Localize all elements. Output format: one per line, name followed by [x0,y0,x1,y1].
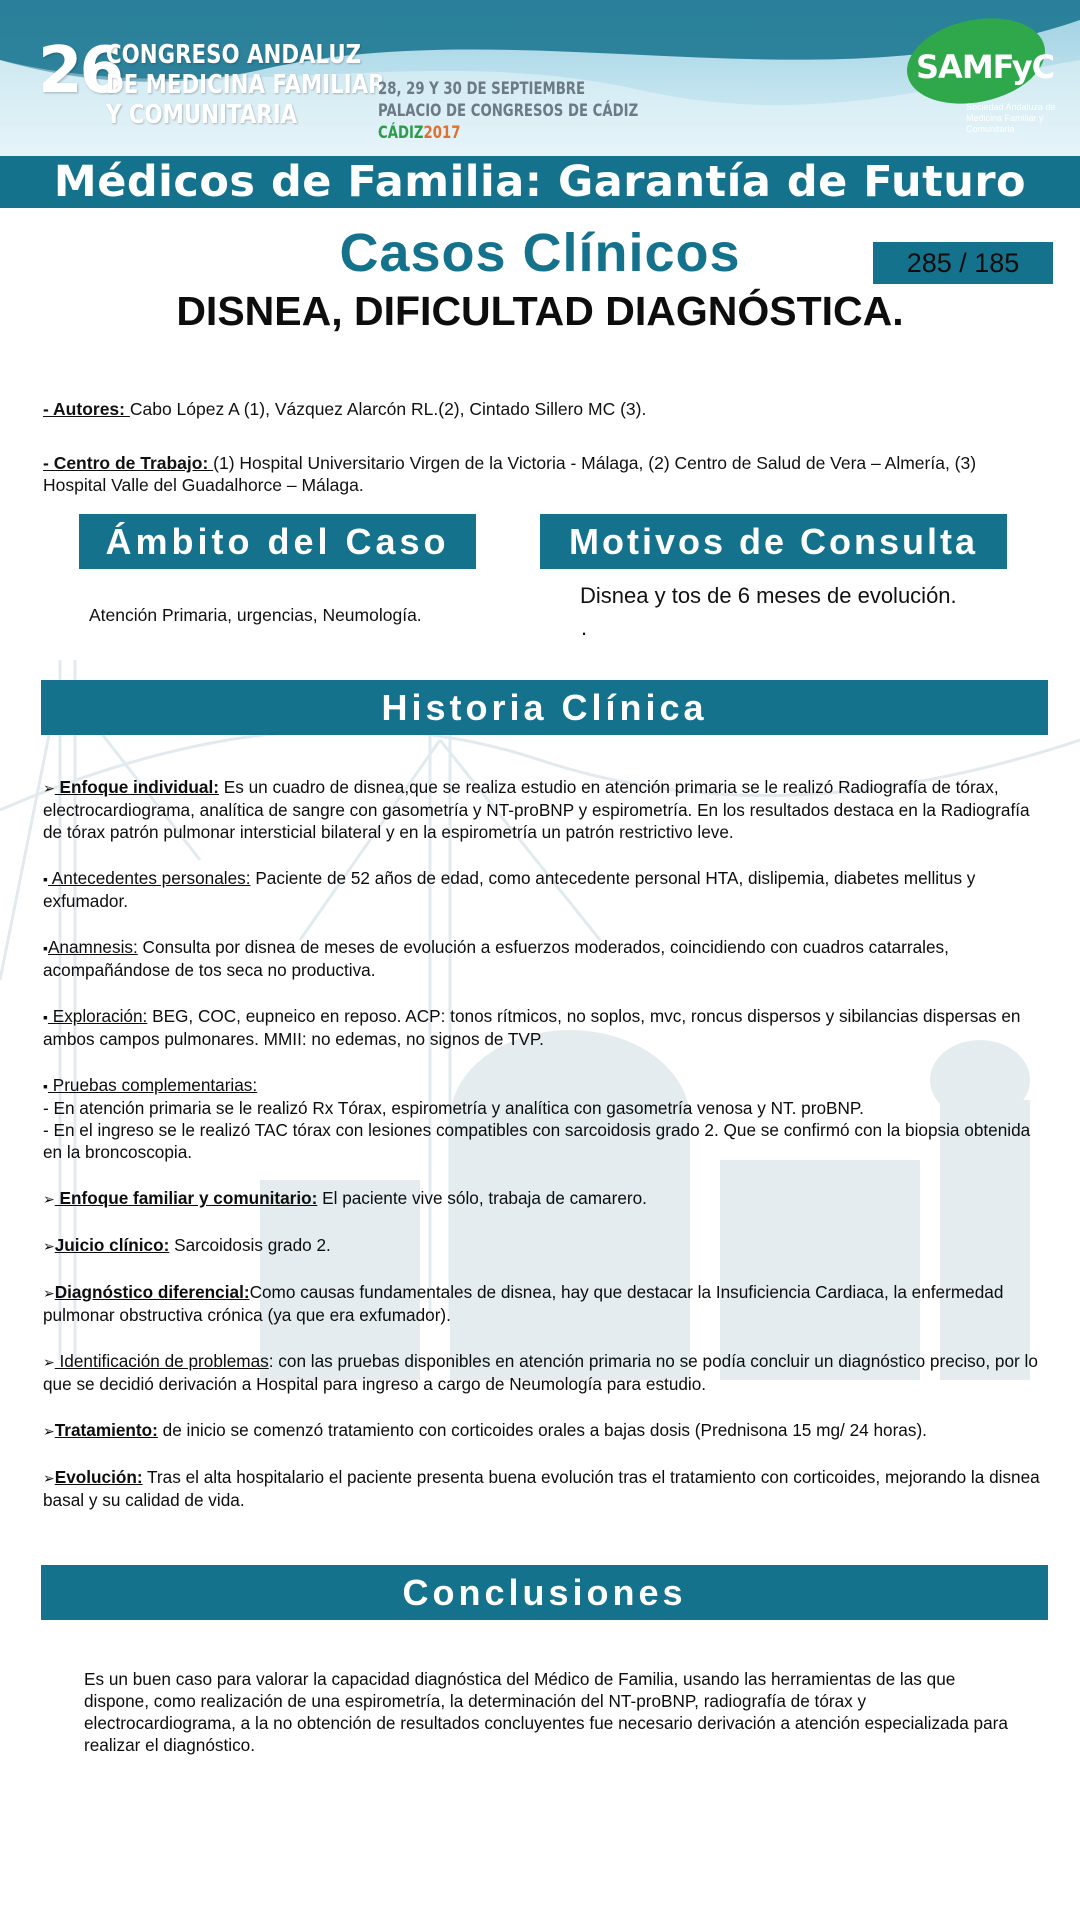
congress-title-line: Y COMUNITARIA [106,100,298,130]
historia-item-label: Enfoque familiar y comunitario: [54,1188,318,1208]
historia-item-text: Como causas fundamentales de disnea, hay que destacar la Insuficiencia Cardiaca, la enfermedad pulmonar obstructiva crónica (ya que era exfumador). [43,1282,1004,1325]
case-number-badge: 285 / 185 [873,242,1053,284]
motivos-heading: Motivos de Consulta [540,514,1007,569]
authors-text: Cabo López A (1), Vázquez Alarcón RL.(2), Cintado Sillero MC (3). [129,399,647,419]
city-year [378,122,638,144]
square-bullet-icon: ▪ [43,940,48,956]
work-center-line [43,452,1043,496]
work-center-label: - Centro de Trabajo: [43,453,214,473]
square-bullet-icon: ▪ [43,1078,48,1094]
case-title: DISNEA, DIFICULTAD DIAGNÓSTICA. [176,288,904,334]
historia-item-label: Evolución: [54,1467,143,1487]
historia-item-label: Identificación de problemas [54,1351,269,1371]
congress-title [106,40,385,130]
venue-line: PALACIO DE CONGRESOS DE CÁDIZ [378,101,639,121]
square-bullet-icon: ▪ [43,1009,48,1025]
ambito-text: Atención Primaria, urgencias, Neumología. [89,605,422,625]
city-year-number: 2017 [423,123,461,143]
historia-item-label: Antecedentes personales: [47,868,251,888]
historia-item [43,1234,1043,1257]
historia-item [43,1350,1043,1395]
historia-item [43,1466,1043,1511]
historia-item-label: Pruebas complementarias: [47,1075,258,1095]
section-label: Casos Clínicos [339,223,741,283]
historia-item [43,936,1043,981]
historia-subline: - En atención primaria se le realizó Rx Tórax, espirometría y analítica con gasometría venosa y NT. proBNP. [43,1098,864,1118]
city-name: CÁDIZ [378,123,424,143]
historia-item-label: Tratamiento: [54,1420,158,1440]
historia-item-label: Diagnóstico diferencial: [54,1282,250,1302]
historia-item-text: El paciente vive sólo, trabaja de camarero. [317,1188,647,1208]
historia-item-text: Es un cuadro de disnea,que se realiza estudio en atención primaria se le realizó Radiografía de tórax, electrocardiograma, analítica de sangre con gasometría y NT-proBNP y espirometría. En los resultados destaca en la Radiografía de tórax patrón pulmonar intersticial bilateral y en la espirometría un patrón restrictivo leve. [43,777,1030,842]
authors-label: - Autores: [43,399,130,419]
historia-item-text: Sarcoidosis grado 2. [169,1235,331,1255]
logo-text: SAMFyC [916,48,1055,86]
historia-item-text: BEG, COC, eupneico en reposo. ACP: tonos rítmicos, no soplos, mvc, roncus dispersos y sibilancias dispersas en ambos campos pulmonares. MMII: no edemas, no signos de TVP. [43,1006,1021,1049]
dates-line: 28, 29 Y 30 DE SEPTIEMBRE [378,79,586,99]
square-bullet-icon: ▪ [43,871,48,887]
congress-title-line: DE MEDICINA FAMILIAR [106,70,385,100]
historia-item-label: Enfoque individual: [54,777,219,797]
arrow-bullet-icon: ➢ [43,780,55,796]
arrow-bullet-icon: ➢ [43,1191,55,1207]
ambito-heading: Ámbito del Caso [79,514,476,569]
historia-heading: Historia Clínica [41,680,1048,735]
historia-item [43,1419,1043,1442]
logo-subtext: Sociedad Andaluza de Medicina Familiar y Comunitaria [966,102,1056,134]
authors-line [43,398,1043,420]
motivos-extra: . [581,615,588,640]
historia-item [43,1074,1043,1163]
historia-item-text: de inicio se comenzó tratamiento con corticoides orales a bajas dosis (Prednisona 15 mg/ 24 horas). [157,1420,927,1440]
samfyc-logo [902,18,1056,148]
congress-header [0,0,1080,156]
historia-item [43,1187,1043,1210]
historia-clinica-body [43,776,1043,1535]
historia-subline: - En el ingreso se le realizó TAC tórax con lesiones compatibles con sarcoidosis grado 2. Que se confirmó con la biopsia obtenida en la broncoscopia. [43,1120,1031,1162]
historia-item [43,776,1043,843]
conclusiones-heading: Conclusiones [41,1565,1048,1620]
conclusiones-text: Es un buen caso para valorar la capacidad diagnóstica del Médico de Familia, usando las herramientas de las que dispone, como realización de una espirometría, la determinación del NT-proBNP, radiografía de tórax y electrocardiograma, a la no obtención de resultados concluyentes fue necesario derivación a atención especializada para realizar el diagnóstico. [84,1669,1008,1755]
motivos-text: Disnea y tos de 6 meses de evolución. [580,583,957,608]
congress-number: 26 [38,34,122,108]
arrow-bullet-icon: ➢ [43,1238,55,1254]
historia-item [43,1281,1043,1326]
work-center-text: (1) Hospital Universitario Virgen de la Victoria - Málaga, (2) Centro de Salud de Vera – Almería, (3) Hospital Valle del Guadalhorce – Málaga. [43,453,977,495]
historia-item-label: Juicio clínico: [54,1235,170,1255]
arrow-bullet-icon: ➢ [43,1285,55,1301]
congress-slogan-banner: Médicos de Familia: Garantía de Futuro [0,156,1080,208]
historia-item [43,867,1043,912]
historia-item-label: Anamnesis: [47,937,138,957]
arrow-bullet-icon: ➢ [43,1354,55,1370]
congress-title-line: CONGRESO ANDALUZ [106,40,362,70]
historia-item-text: Tras el alta hospitalario el paciente presenta buena evolución tras el tratamiento con corticoides, mejorando la disnea basal y su calidad de vida. [43,1467,1040,1510]
historia-item-text: Paciente de 52 años de edad, como antecedente personal HTA, dislipemia, diabetes mellitus y exfumador. [43,868,976,911]
historia-item-text: Consulta por disnea de meses de evolución a esfuerzos moderados, coincidiendo con cuadros catarrales, acompañándose de tos seca no productiva. [43,937,949,980]
historia-item-text: : con las pruebas disponibles en atención primaria no se podía concluir un diagnóstico preciso, por lo que se decidió derivación a Hospital para ingreso a cargo de Neumología para estudio. [43,1351,1038,1394]
historia-item-label: Exploración: [47,1006,148,1026]
arrow-bullet-icon: ➢ [43,1470,55,1486]
historia-item [43,1005,1043,1050]
congress-dates [378,78,638,144]
arrow-bullet-icon: ➢ [43,1423,55,1439]
